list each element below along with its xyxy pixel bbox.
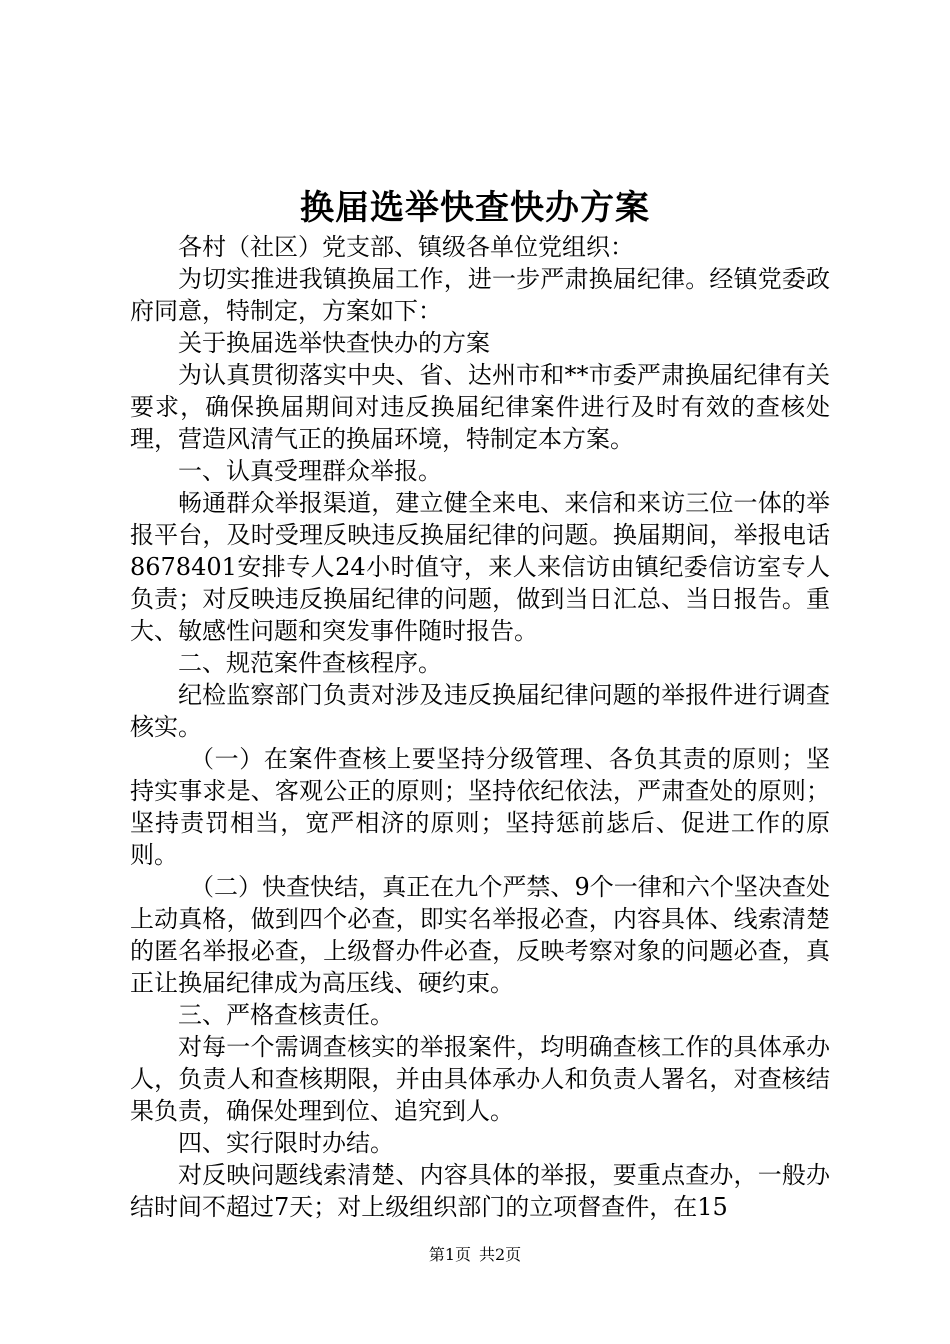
page-number: 第1页 [428,1245,471,1264]
page-total: 共2页 [479,1245,522,1264]
subsection-paragraph-2: （二）快查快结，真正在九个严禁、9个一律和六个坚决查处上动真格，做到四个必查，即实名举报必查，内容具体、线索清楚的匿名举报必查，上级督办件必查，反映考察对象的问题必查，真正让换届纪律成为高压线、硬约束。 [130,873,830,997]
page-footer [0,1244,950,1266]
section-paragraph-2: 纪检监察部门负责对涉及违反换届纪律问题的举报件进行调查核实。 [130,681,830,741]
section-paragraph-1: 畅通群众举报渠道，建立健全来电、来信和来访三位一体的举报平台，及时受理反映违反换届纪律的问题。换届期间，举报电话8678401安排专人24小时值守，来人来信访由镇纪委信访室专人负责；对反映违反换届纪律的问题，做到当日汇总、当日报告。重大、敏感性问题和突发事件随时报告。 [130,489,830,645]
plan-heading: 关于换届选举快查快办的方案 [178,329,490,357]
section-heading-4: 四、实行限时办结。 [178,1129,394,1157]
section-heading-3: 三、严格查核责任。 [178,1001,394,1029]
intro-paragraph: 为切实推进我镇换届工作，进一步严肃换届纪律。经镇党委政府同意，特制定，方案如下： [130,265,830,325]
purpose-paragraph: 为认真贯彻落实中央、省、达州市和**市委严肃换届纪律有关要求，确保换届期间对违反换届纪律案件进行及时有效的查核处理，营造风清气正的换届环境，特制定本方案。 [130,361,830,453]
subsection-paragraph-1: （一）在案件查核上要坚持分级管理、各负其责的原则；坚持实事求是、客观公正的原则；坚持依纪依法，严肃查处的原则；坚持责罚相当，宽严相济的原则；坚持惩前毖后、促进工作的原则。 [130,745,830,869]
document-title: 换届选举快查快办方案 [300,188,650,228]
section-heading-2: 二、规范案件查核程序。 [178,649,442,677]
document-body [130,231,830,1223]
section-heading-1: 一、认真受理群众举报。 [178,457,442,485]
salutation-paragraph: 各村（社区）党支部、镇级各单位党组织： [178,233,634,261]
section-paragraph-4: 对反映问题线索清楚、内容具体的举报，要重点查办，一般办结时间不超过7天；对上级组织部门的立项督查件，在15 [130,1161,830,1221]
section-paragraph-3: 对每一个需调查核实的举报案件，均明确查核工作的具体承办人，负责人和查核期限，并由具体承办人和负责人署名，对查核结果负责，确保处理到位、追究到人。 [130,1033,830,1125]
